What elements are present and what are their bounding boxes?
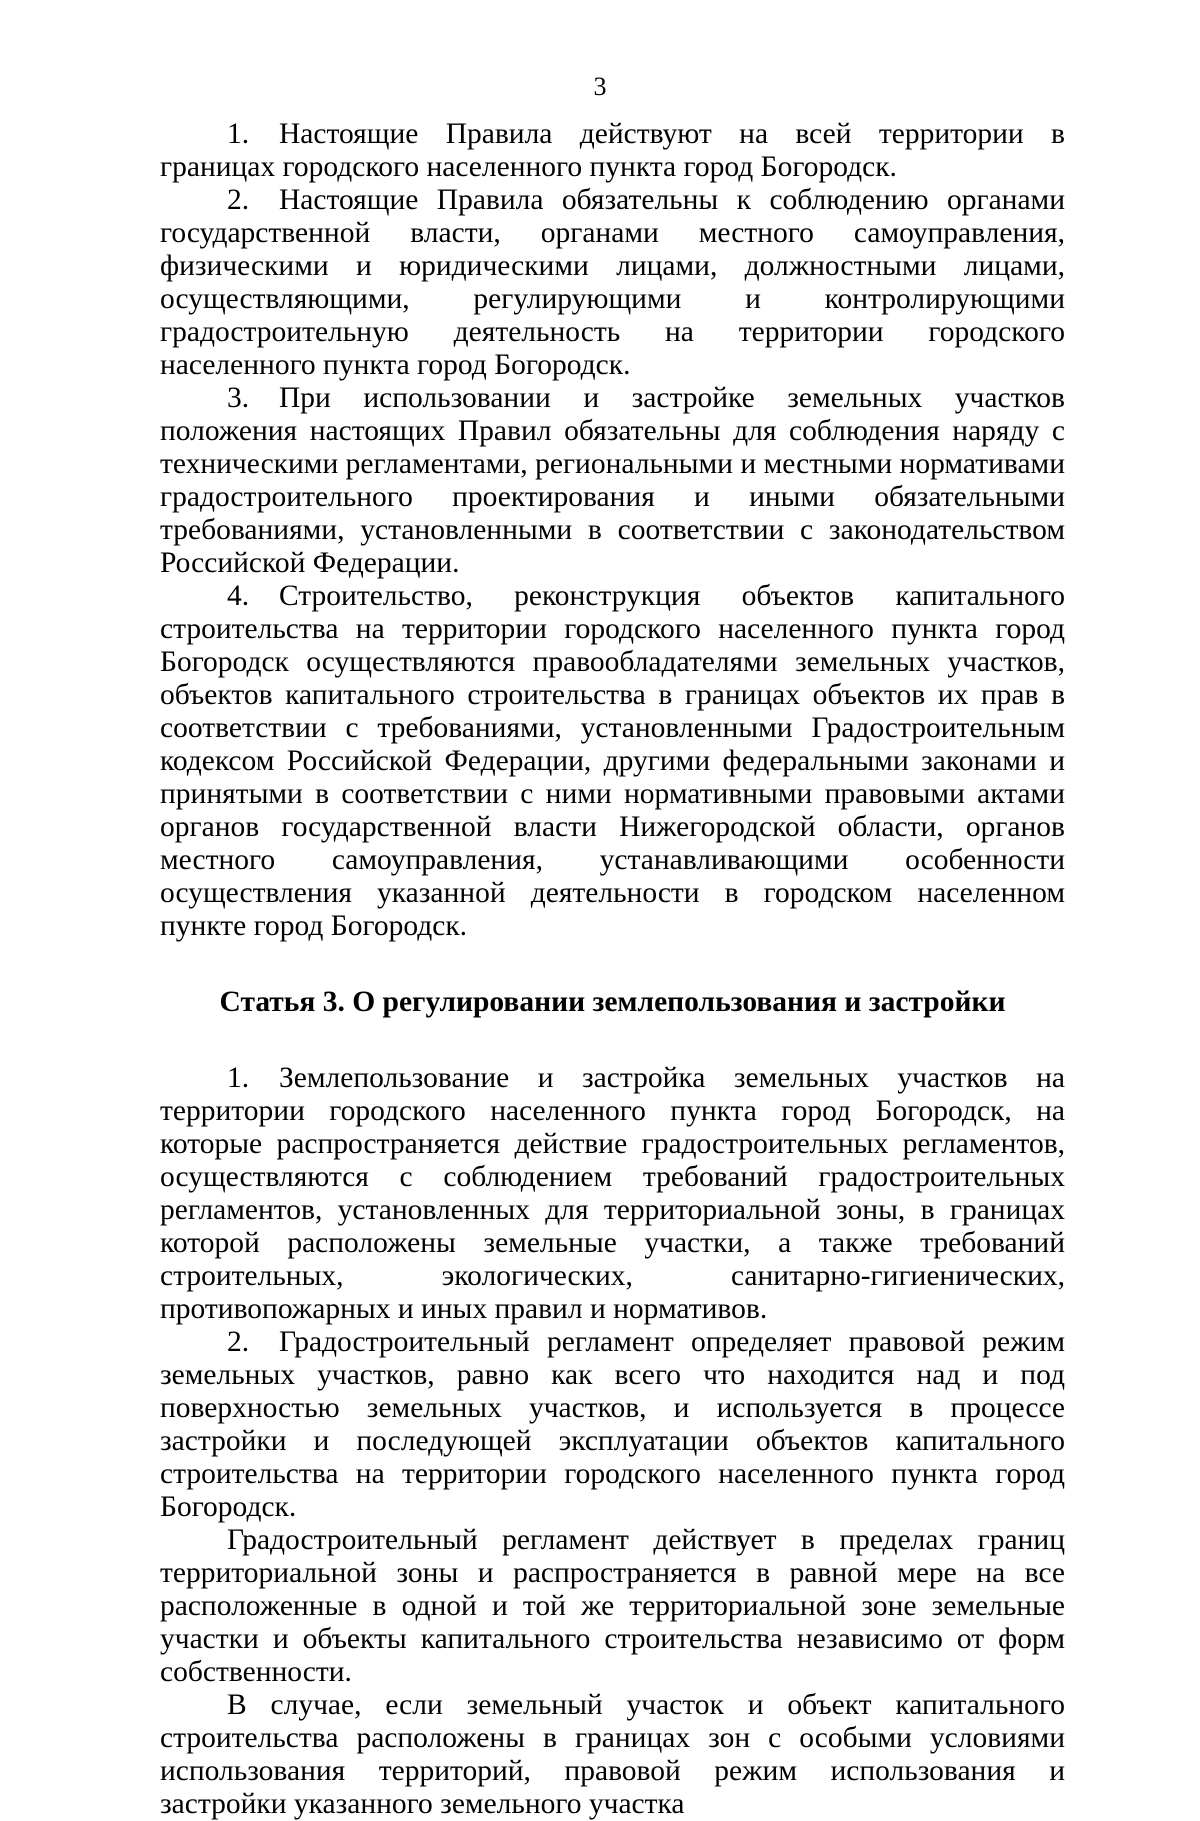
paragraph-text: Градостроительный регламент действует в пределах границ территориальной зоны и распространяется в равной мере на все расположенные в одной и той же территориальной зоне земельные участки и объекты капитального строительства независимо от форм собственности. [160,1524,1065,1688]
paragraph-text: Землепользование и застройка земельных участков на территории городского населенного пункта город Богородск, на которые распространяется действие градостроительных регламентов, осуществляются с соблюдением требований градостроительных регламентов, установленных для территориальной зоны, в границах которой расположены земельные участки, а также требований строительных, экологических, санитарно-гигиенических, противопожарных и иных правил и нормативов. [160,1062,1065,1325]
paragraph-text: Настоящие Правила действуют на всей территории в границах городского населенного пункта город Богородск. [160,118,1065,183]
paragraph-number: 3. [227,382,250,414]
paragraph-text: Градостроительный регламент определяет правовой режим земельных участков, равно как всего что находится над и под поверхностью земельных участков, и используется в процессе застройки и последующей эксплуатации объектов капитального строительства на территории городского населенного пункта город Богородск. [160,1326,1065,1523]
paragraph-4 [160,580,1065,943]
article-paragraph-4 [160,1689,1065,1821]
article-paragraph-1 [160,1062,1065,1326]
paragraph-1 [160,118,1065,184]
paragraph-text: В случае, если земельный участок и объект капитального строительства расположены в границах зон с особыми условиями использования территорий, правовой режим использования и застройки указанного земельного участка [160,1689,1065,1820]
paragraph-text: Настоящие Правила обязательны к соблюдению органами государственной власти, органами местного самоуправления, физическими и юридическими лицами, должностными лицами, осуществляющими, регулирующими и контролирующими градостроительную деятельность на территории городского населенного пункта город Богородск. [160,184,1065,381]
document-body [160,118,1065,1821]
paragraph-number: 4. [227,580,250,612]
paragraph-text: При использовании и застройке земельных участков положения настоящих Правил обязательны для соблюдения наряду с техническими регламентами, региональными и местными нормативами градостроительного проектирования и иными обязательными требованиями, установленными в соответствии с законодательством Российской Федерации. [160,382,1065,579]
article-paragraph-2 [160,1326,1065,1524]
paragraph-number: 2. [227,1326,250,1358]
paragraph-2 [160,184,1065,382]
paragraph-number: 2. [227,184,250,216]
paragraph-number: 1. [227,118,250,150]
paragraph-3 [160,382,1065,580]
article-paragraph-3 [160,1524,1065,1689]
page-number: 3 [593,72,607,101]
paragraph-number: 1. [227,1062,250,1094]
article-heading: Статья 3. О регулировании землепользования и застройки [219,986,1006,1018]
paragraph-text: Строительство, реконструкция объектов капитального строительства на территории городского населенного пункта город Богородск осуществляются правообладателями земельных участков, объектов капитального строительства в границах объектов их прав в соответствии с требованиями, установленными Градостроительным кодексом Российской Федерации, другими федеральными законами и принятыми в соответствии с ними нормативными правовыми актами органов государственной власти Нижегородской области, органов местного самоуправления, устанавливающими особенности осуществления указанной деятельности в городском населенном пункте город Богородск. [160,580,1065,942]
